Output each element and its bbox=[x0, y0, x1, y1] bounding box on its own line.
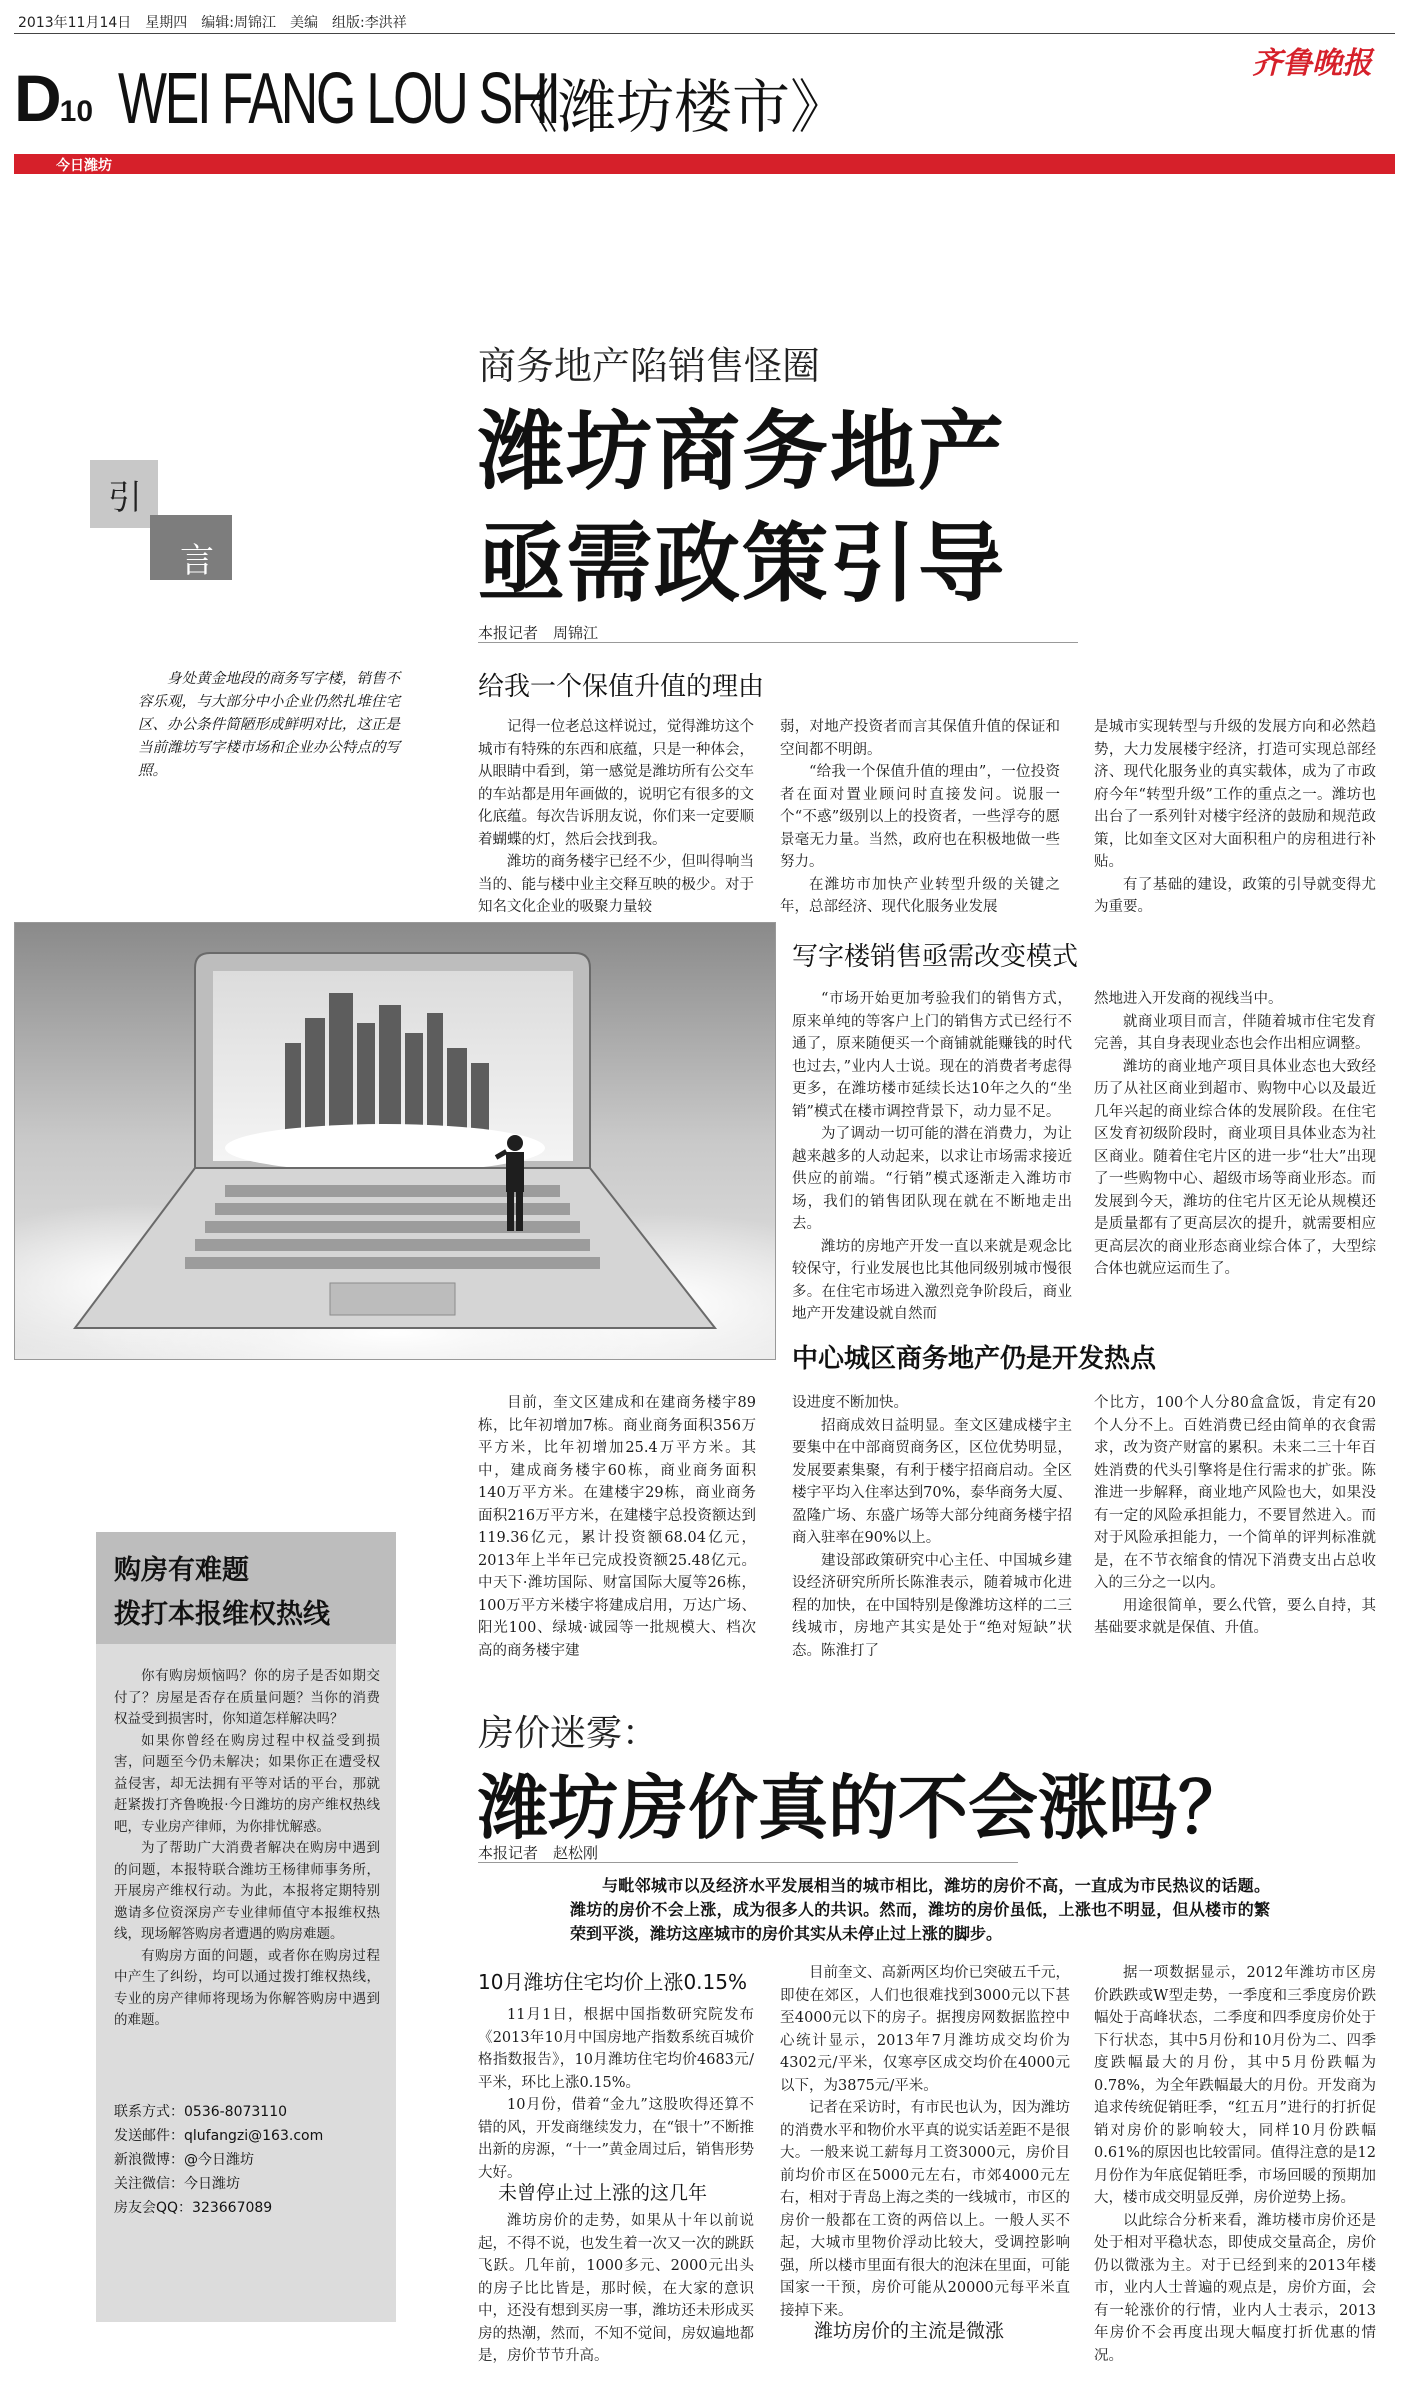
article2-col1-top bbox=[478, 2004, 754, 2184]
article1-sub2: 写字楼销售亟需改变模式 bbox=[792, 942, 1079, 972]
paragraph: 记者在采访时，有市民也认为，因为潍坊的消费水平和物价水平真的说实话差距不是很大。一般来说工薪每月工资3000元，房价目前均价市区在5000元左右，市郊4000元左右，相对于青岛上海之类的一线城市，市区的房价一般都在工资的两倍以上。一般人买不起，大城市里物价浮动比较大，受调控影响强，所以楼市里面有很大的泡沫在里面，可能国家一干预，房价可能从20000元每平米直接掉下来。 bbox=[780, 2100, 1070, 2319]
paragraph: 招商成效日益明显。奎文区建成楼宇主要集中在中部商贸商务区，区位优势明显，发展要素集聚，有利于楼宇招商启动。全区楼宇平均入住率达到70%，泰华商务大厦、盈隆广场、东盛广场等大部分纯商务楼宇招商入驻率在90%以上。 bbox=[792, 1417, 1072, 1546]
intro-label-1: 引 bbox=[108, 478, 142, 518]
article1-sub1-col2 bbox=[780, 716, 1060, 919]
sidebar-title-line2: 拨打本报维权热线 bbox=[114, 1599, 330, 1630]
article2-col3 bbox=[1094, 1962, 1376, 2367]
article1-sub3-col2 bbox=[792, 1392, 1072, 1662]
paragraph: 以此综合分析来看，潍坊楼市房价还是处于相对平稳状态，即使成交量高企，房价仍以微涨为主。对于已经到来的2013年楼市，业内人士普遍的观点是，房价方面，会有一轮涨价的行情，业内人士表示，2013年房价不会再度出现大幅度打折优惠的情况。 bbox=[1094, 2212, 1376, 2364]
article-photo bbox=[14, 922, 776, 1360]
paragraph: 潍坊的房地产开发一直以来就是观念比较保守，行业发展也比其他同级别城市慢很多。在住宅市场进入激烈竞争阶段后，商业地产开发建设就自然而 bbox=[792, 1238, 1072, 1322]
header-meta: 2013年11月14日 星期四 编辑:周锦江 美编 组版:李洪祥 bbox=[18, 15, 407, 31]
article2-kicker: 房价迷雾： bbox=[478, 1713, 659, 1754]
paragraph: 记得一位老总这样说过，觉得潍坊这个城市有特殊的东西和底蕴，只是一种体会，从眼睛中看到，第一感觉是潍坊所有公交车的车站都是用年画做的，说明它有很多的文化底蕴。每次告诉朋友说，你们来一定要顺着蝴蝶的灯，然后会找到我。 bbox=[478, 719, 754, 848]
article1-headline-line2: 亟需政策引导 bbox=[478, 514, 1006, 614]
sidebar-body bbox=[114, 1666, 380, 2032]
article1-sub2-col2 bbox=[1094, 988, 1376, 1281]
contact-wechat: 关注微信：今日潍坊 bbox=[114, 2176, 240, 2192]
paragraph: 设进度不断加快。 bbox=[792, 1395, 908, 1411]
byline2-rule bbox=[478, 1862, 1018, 1863]
paragraph: 如果你曾经在购房过程中权益受到损害，问题至今仍未解决；如果你正在遭受权益侵害，却无法拥有平等对话的平台，那就赶紧拨打齐鲁晚报·今日潍坊的房产维权热线吧，专业房产律师，为你排忧解惑。 bbox=[114, 1732, 380, 1835]
intro-badge-1 bbox=[90, 460, 158, 528]
photo-laptop-city-illustration bbox=[15, 923, 775, 1359]
article2-col2 bbox=[780, 1962, 1070, 2322]
article1-sub1-col1 bbox=[478, 716, 754, 919]
paragraph: 潍坊的商务楼宇已经不少，但叫得响当当的、能与楼中业主交释互映的极少。对于知名文化企业的吸聚力量较 bbox=[478, 854, 754, 915]
intro-badge-2 bbox=[150, 515, 232, 580]
paragraph: 潍坊房价的走势，如果从十年以前说起，不得不说，也发生着一次又一次的跳跃飞跃。几年前，1000多元、2000元出头的房子比比皆是，那时候，在大家的意识中，还没有想到买房一事，潍坊还未形成买房的热潮，然而，不知不觉间，房奴遍地都是，房价节节升高。 bbox=[478, 2213, 754, 2364]
section-title-cn: 《潍坊楼市》 bbox=[500, 73, 849, 141]
paragraph: 10月份，借着“金九”这股吹得还算不错的风，开发商继续发力，在“银十”不断推出新的房源，“十一”黄金周过后，销售形势大好。 bbox=[478, 2097, 754, 2181]
byline-rule bbox=[478, 642, 1078, 643]
paragraph: 潍坊的商业地产项目具体业态也大致经历了从社区商业到超市、购物中心以及最近几年兴起的商业综合体的发展阶段。在住宅区发育初级阶段时，商业项目具体业态为社区商业。随着住宅片区的进一步“壮大”出现了一些购物中心、超级市场等商业形态。而发展到今天，潍坊的住宅片区无论从规模还是质量都有了更高层次的提升，就需要相应更高层次的商业形态商业综合体了，大型综合体也就应运而生了。 bbox=[1094, 1058, 1376, 1277]
sidebar-contacts bbox=[114, 2100, 384, 2220]
paragraph: 为了调动一切可能的潜在消费力，为让越来越多的人动起来，以求让市场需求接近供应的前端。“行销”模式逐渐走入潍坊市场，我们的销售团队现在就在不断地走出去。 bbox=[792, 1126, 1072, 1232]
sub-section-bar bbox=[14, 154, 1395, 174]
article2-byline: 本报记者 赵松刚 bbox=[478, 1844, 599, 1862]
article1-byline: 本报记者 周锦江 bbox=[478, 624, 599, 642]
paragraph: 然地进入开发商的视线当中。 bbox=[1094, 991, 1283, 1007]
intro-text: 身处黄金地段的商务写字楼，销售不容乐观，与大部分中小企业仍然扎堆住宅区、办公条件简陋形成鲜明对比，这正是当前潍坊写字楼市场和企业办公特点的写照。 bbox=[138, 671, 400, 779]
sub-section-label: 今日潍坊 bbox=[56, 158, 112, 174]
article1-sub3-col1 bbox=[478, 1392, 756, 1662]
paragraph: 你有购房烦恼吗？你的房子是否如期交付了？房屋是否存在质量问题？当你的消费权益受到损害时，你知道怎样解决吗？ bbox=[114, 1668, 380, 1727]
article1-kicker: 商务地产陷销售怪圈 bbox=[478, 344, 821, 388]
page-number bbox=[14, 60, 93, 136]
paragraph: 在潍坊市加快产业转型升级的关键之年，总部经济、现代化服务业发展 bbox=[780, 876, 1060, 915]
section-title-en: WEI FANG LOU SHI bbox=[118, 59, 559, 139]
paragraph: 有了基础的建设，政策的引导就变得尤为重要。 bbox=[1094, 876, 1376, 915]
paragraph: 据一项数据显示，2012年潍坊市区房价跌跌或W型走势，一季度和三季度房价跌幅处于高峰状态，二季度和四季度房价处于下行状态，其中5月份和10月份为二、四季度跌幅最大的月份，其中5月份跌幅为0.78%，为全年跌幅最大的月份。开发商为追求传统促销旺季，“红五月”进行的打折促销对房价的影响较大，同样10月份跌幅0.61%的原因也比较雷同。值得注意的是12月份作为年底促销旺季，市场回暖的预期加大，楼市成交明显反弹，房价逆势上扬。 bbox=[1094, 1965, 1377, 2206]
contact-weibo: 新浪微博：@今日潍坊 bbox=[114, 2152, 254, 2168]
paragraph: 目前奎文、高新两区均价已突破五千元，即使在郊区，人们也很难找到3000元以下甚至4000元以下的房子。据搜房网数据监控中心统计显示，2013年7月潍坊成交均价为4302元/平米，仅寒亭区成交均价在4000元以下，为3875元/平米。 bbox=[780, 1965, 1070, 2094]
article1-sub3-col3 bbox=[1094, 1392, 1376, 1640]
page-num: 10 bbox=[59, 95, 94, 128]
paragraph: 目前，奎文区建成和在建商务楼宇89栋，比年初增加7栋。商业商务面积356万平方米，比年初增加25.4万平方米。其中，建成商务楼宇60栋，商业商务面积140万平方米。在建楼宇29栋，商业商务面积216万平方米，在建楼宇总投资额达到119.36亿元，累计投资额68.04亿元，2013年上半年已完成投资额25.48亿元。中天下·潍坊国际、财富国际大厦等26栋，100万平方米楼宇将建成启用，万达广场、阳光100、绿城·诚园等一批规模大、档次高的商务楼宇建 bbox=[478, 1395, 756, 1659]
paragraph: 有购房方面的问题，或者你在购房过程中产生了纠纷，均可以通过拨打维权热线，专业的房产律师将现场为你解答购房中遇到的难题。 bbox=[114, 1947, 380, 2028]
article2-col2-sub: 潍坊房价的主流是微涨 bbox=[814, 2320, 1005, 2342]
paragraph: 用途很简单，要么代管，要么自持，其基础要求就是保值、升值。 bbox=[1094, 1597, 1376, 1636]
article2-sub1: 10月潍坊住宅均价上涨0.15% bbox=[478, 1970, 747, 1994]
header-top-rule bbox=[14, 33, 1395, 34]
sidebar-header bbox=[96, 1532, 396, 1644]
paragraph: 建设部政策研究中心主任、中国城乡建设经济研究所所长陈淮表示，随着城市化进程的加快，在中国特别是像潍坊这样的二三线城市，房地产其实是处于“绝对短缺”状态。陈淮打了 bbox=[792, 1552, 1072, 1659]
article2-lead: 与毗邻城市以及经济水平发展相当的城市相比，潍坊的房价不高，一直成为市民热议的话题。潍坊的房价不会上涨，成为很多人的共识。然而，潍坊的房价虽低，上涨也不明显，但从楼市的繁荣到平淡，潍坊这座城市的房价其实从未停止过上涨的脚步。 bbox=[570, 1876, 1270, 1943]
paragraph: 弱，对地产投资者而言其保值升值的保证和空间都不明朗。 bbox=[780, 719, 1060, 758]
article2-headline: 潍坊房价真的不会涨吗？ bbox=[478, 1767, 1248, 1849]
sidebar-title-line1: 购房有难题 bbox=[114, 1555, 249, 1586]
paragraph: 个比方，100个人分80盒盒饭，肯定有20个人分不上。百姓消费已经由简单的衣食需求，改为资产财富的累积。未来二三十年百姓消费的代头引擎将是住行需求的扩张。陈淮进一步解释，商业地产风险也大，如果没有一定的风险承担能力，不要冒然进入。而对于风险承担能力，一个简单的评判标准就是，在不节衣缩食的情况下消费支出占总收入的三分之一以内。 bbox=[1094, 1395, 1376, 1591]
article1-sub2-col1 bbox=[792, 988, 1072, 1326]
brand-logo: 齐鲁晚报 bbox=[1252, 46, 1372, 81]
intro-label-2: 言 bbox=[180, 541, 214, 581]
paragraph: 是城市实现转型与升级的发展方向和必然趋势，大力发展楼宇经济，打造可实现总部经济、现代化服务业的真实载体，成为了市政府今年“转型升级”工作的重点之一。潍坊也出台了一系列针对楼宇经济的鼓励和规范政策，比如奎文区对大面积租户的房租进行补贴。 bbox=[1094, 719, 1376, 870]
paragraph: “给我一个保值升值的理由”，一位投资者在面对置业顾问时直接发问。说服一个“不惑”级别以上的投资者，一些浮夸的愿景毫无力量。当然，政府也在积极地做一些努力。 bbox=[780, 764, 1060, 870]
article2-col1-bottom bbox=[478, 2210, 754, 2368]
paragraph: 11月1日，根据中国指数研究院发布《2013年10月中国房地产指数系统百城价格指数报告》，10月潍坊住宅均价4683元/平米，环比上涨0.15%。 bbox=[478, 2007, 754, 2091]
article1-sub1: 给我一个保值升值的理由 bbox=[478, 672, 765, 702]
page-letter: D bbox=[14, 61, 60, 135]
article1-headline-line1: 潍坊商务地产 bbox=[478, 402, 1006, 502]
paragraph: 就商业项目而言，伴随着城市住宅发育完善，其自身表现业态也会作出相应调整。 bbox=[1094, 1013, 1376, 1052]
paragraph: “市场开始更加考验我们的销售方式，原来单纯的等客户上门的销售方式已经行不通了，原来随便买一个商铺就能赚钱的时代也过去，”业内人士说。现在的消费者考虑得更多，在潍坊楼市延续长达10年之久的“坐销”模式在楼市调控背景下，动力显不足。 bbox=[792, 991, 1072, 1120]
article1-sub1-col3 bbox=[1094, 716, 1376, 919]
contact-qq: 房友会QQ：323667089 bbox=[114, 2200, 273, 2216]
article1-sub3: 中心城区商务地产仍是开发热点 bbox=[792, 1344, 1157, 1374]
article2-sub2: 未曾停止过上涨的这几年 bbox=[498, 2182, 708, 2204]
paragraph: 为了帮助广大消费者解决在购房中遇到的问题，本报特联合潍坊王杨律师事务所，开展房产维权行动。为此，本报将定期特别邀请多位资深房产专业律师值守本报维权热线，现场解答购房者遭遇的购房难题。 bbox=[114, 1840, 380, 1942]
contact-email: 发送邮件：qlufangzi@163.com bbox=[114, 2128, 324, 2144]
contact-phone: 联系方式：0536-8073110 bbox=[114, 2104, 288, 2120]
hotline-sidebar bbox=[96, 1532, 396, 2322]
